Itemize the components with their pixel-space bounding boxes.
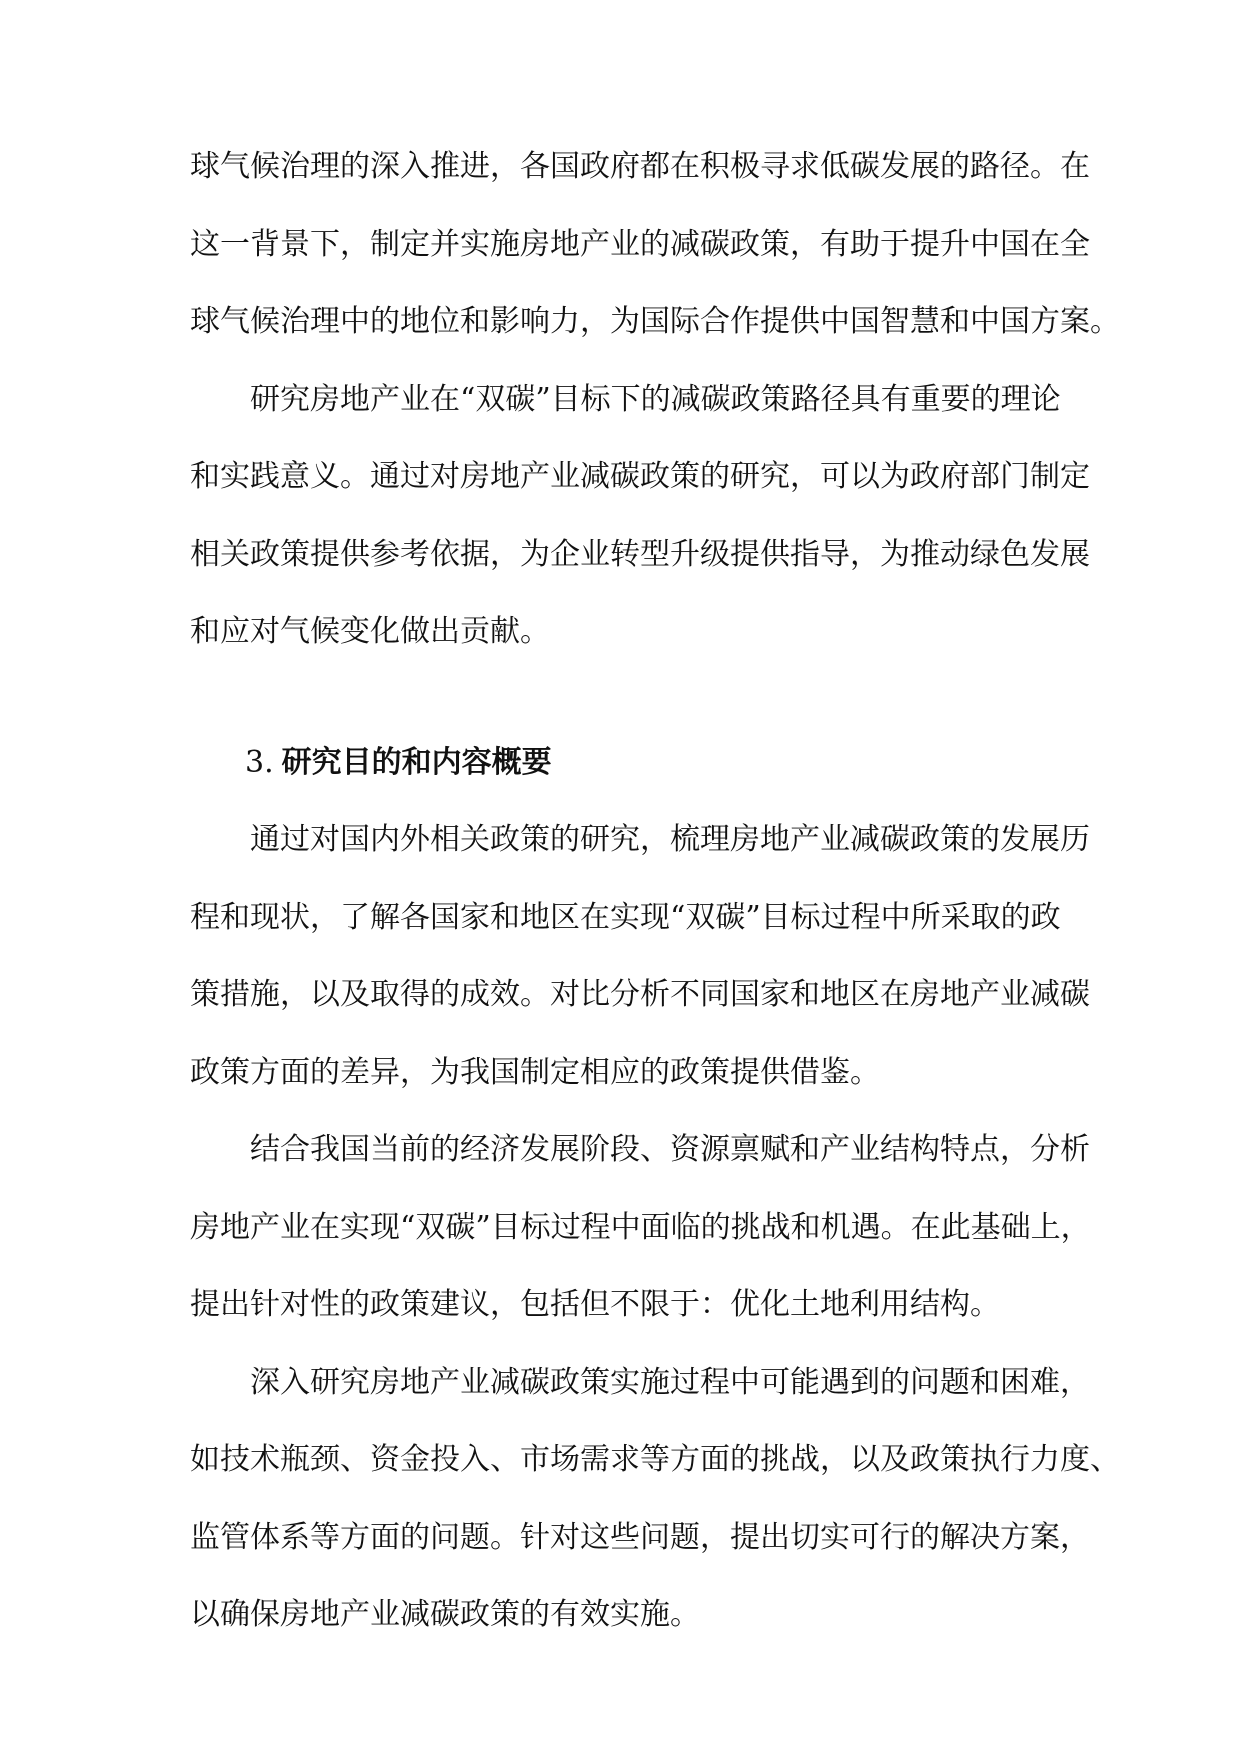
paragraph [190,1344,1120,1654]
text-line: 和应对气候变化做出贡献。 [190,614,550,649]
paragraph [190,361,1090,671]
text-line: 球气候治理的深入推进，各国政府都在积极寻求低碳发展的路径。在 [190,149,1090,184]
section-heading [190,724,1050,802]
paragraph [190,128,1120,361]
text-line: 结合我国当前的经济发展阶段、资源禀赋和产业结构特点，分析 [250,1132,1090,1167]
text-line: 球气候治理中的地位和影响力，为国际合作提供中国智慧和中国方案。 [190,304,1120,339]
paragraph [190,1111,1091,1344]
text-line: 如技术瓶颈、资金投入、市场需求等方面的挑战，以及政策执行力度、 [190,1442,1120,1477]
text-line: 程和现状，了解各国家和地区在实现“双碳”目标过程中所采取的政 [190,899,1061,935]
text-line: 这一背景下，制定并实施房地产业的减碳政策，有助于提升中国在全 [190,226,1090,262]
text-line: 策措施，以及取得的成效。对比分析不同国家和地区在房地产业减碳 [190,977,1090,1012]
text-line: 研究房地产业在“双碳”目标下的减碳政策路径具有重要的理论 [250,381,1061,417]
text-line: 和实践意义。通过对房地产业减碳政策的研究，可以为政府部门制定 [190,459,1090,494]
text-line: 以确保房地产业减碳政策的有效实施。 [190,1597,700,1632]
section-number: 3. [245,744,274,780]
text-line: 政策方面的差异，为我国制定相应的政策提供借鉴。 [190,1054,880,1090]
text-line: 房地产业在实现“双碳”目标过程中面临的挑战和机遇。在此基础上， [190,1209,1091,1245]
text-line: 监管体系等方面的问题。针对这些问题，提出切实可行的解决方案， [190,1519,1090,1555]
text-line: 通过对国内外相关政策的研究，梳理房地产业减碳政策的发展历 [250,822,1090,857]
text-line: 提出针对性的政策建议，包括但不限于：优化土地利用结构。 [190,1287,1000,1322]
document-body [190,128,1120,1654]
section-title: 研究目的和内容概要 [281,744,552,780]
paragraph [190,801,1090,1111]
text-line: 深入研究房地产业减碳政策实施过程中可能遇到的问题和困难， [250,1364,1090,1400]
text-line: 相关政策提供参考依据，为企业转型升级提供指导，为推动绿色发展 [190,536,1090,572]
